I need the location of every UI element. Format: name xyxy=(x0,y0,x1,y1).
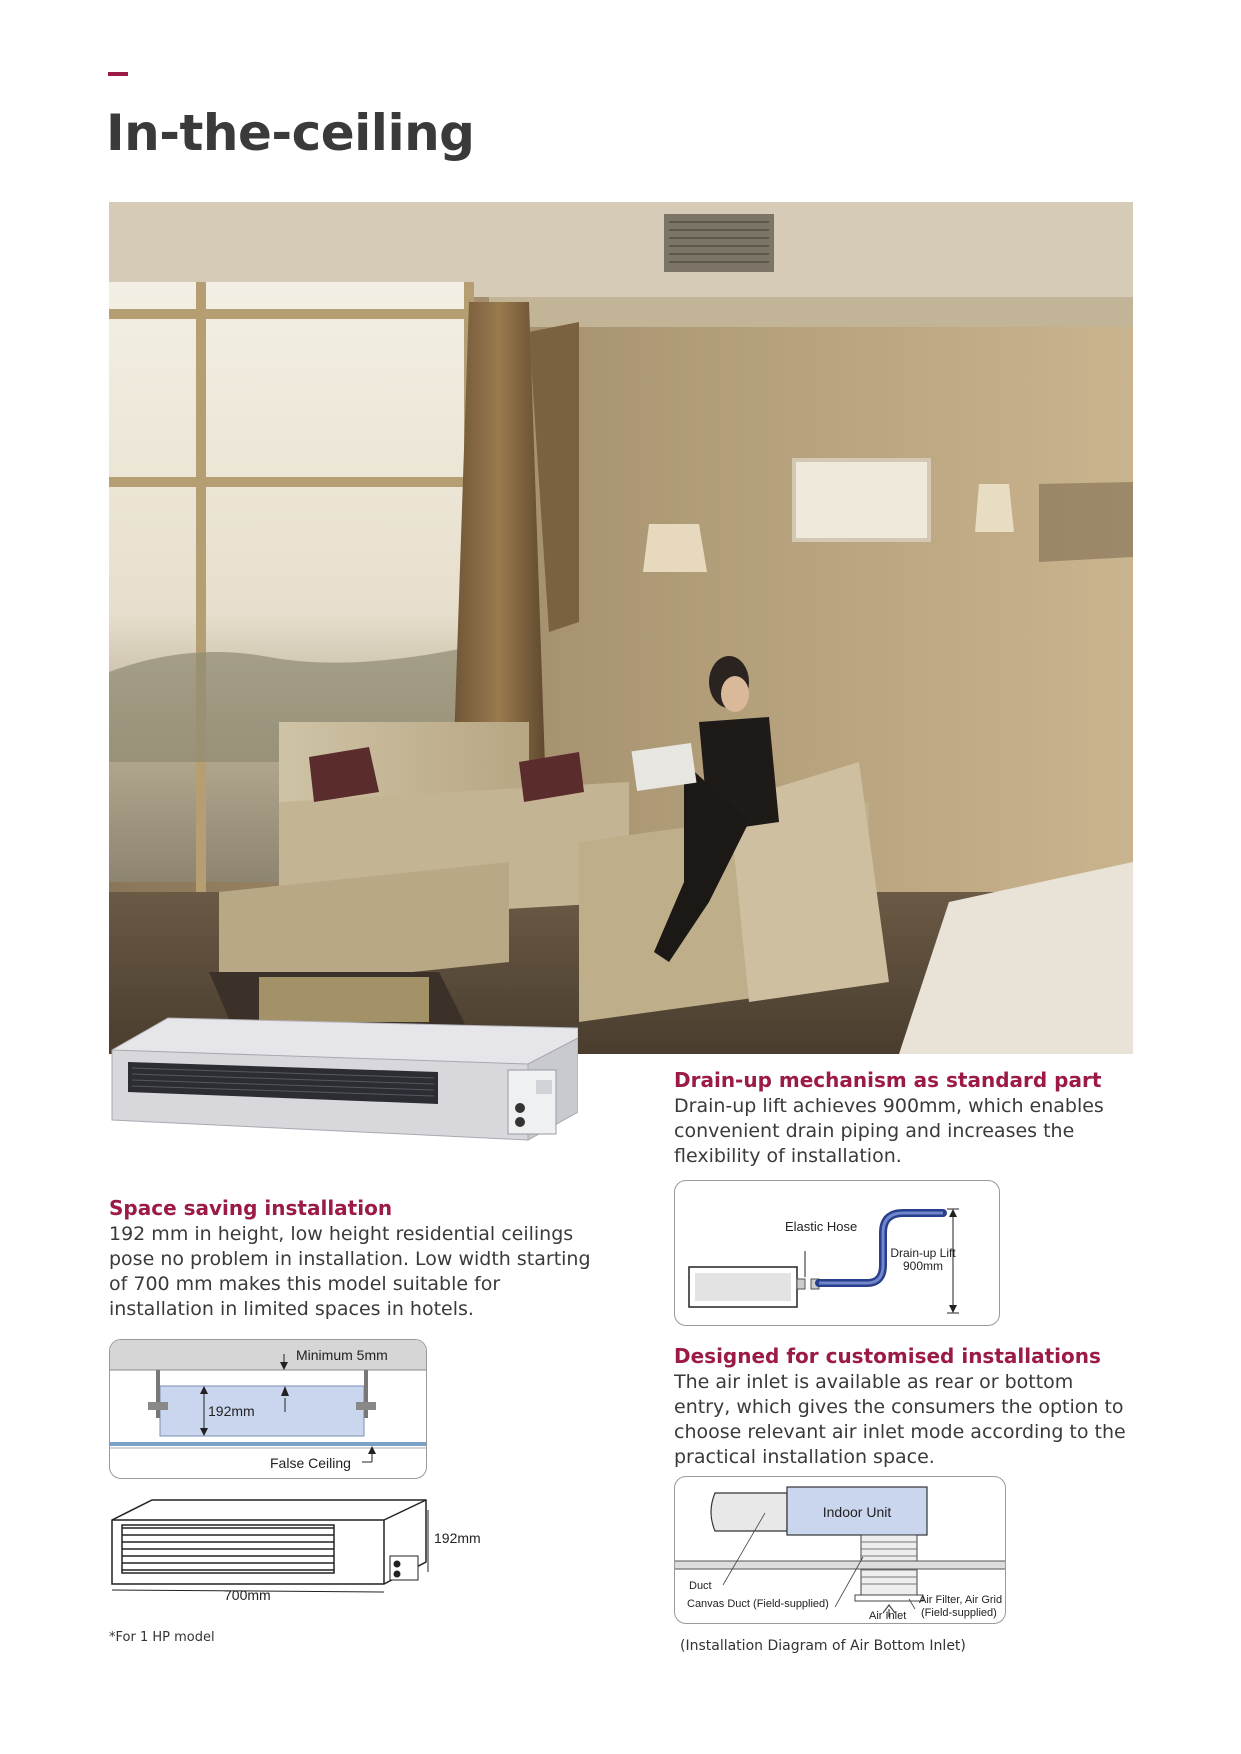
ceiling-clearance-diagram xyxy=(109,1339,427,1479)
hero-room-photo xyxy=(109,202,1133,1054)
space-saving-body: 192 mm in height, low height residential ceilings pose no problem in installation. Low width starting of 700 mm makes this model suitable for installation in limited spaces in hotels. xyxy=(109,1223,591,1320)
page-title: In-the-ceiling xyxy=(106,104,475,162)
space-saving-heading: Space saving installation xyxy=(109,1196,393,1220)
field-supplied-label: (Field-supplied) xyxy=(921,1607,997,1619)
drain-up-heading: Drain-up mechanism as standard part xyxy=(674,1068,1102,1092)
duct-unit-photo xyxy=(108,1012,578,1142)
false-ceiling-label: False Ceiling xyxy=(270,1455,351,1471)
drain-lift-value: 900mm xyxy=(902,1259,944,1273)
indoor-unit-label: Indoor Unit xyxy=(822,1504,892,1520)
air-filter-label: Air Filter, Air Grid xyxy=(919,1594,1003,1606)
elastic-hose-label: Elastic Hose xyxy=(785,1219,858,1234)
drain-up-body: Drain-up lift achieves 900mm, which enables convenient drain piping and increases the flexibility of installation. xyxy=(674,1095,1104,1167)
unit-height-dimension: 192mm xyxy=(434,1530,481,1546)
bottom-inlet-diagram xyxy=(674,1476,1006,1624)
customised-body: The air inlet is available as rear or bottom entry, which gives the consumers the option to choose relevant air inlet mode according to the practical installation space. xyxy=(674,1371,1126,1468)
unit-dimensions-diagram xyxy=(104,1492,504,1604)
footnote: *For 1 HP model xyxy=(109,1630,215,1645)
unit-height-label: 192mm xyxy=(208,1403,255,1419)
customised-heading: Designed for customised installations xyxy=(674,1344,1101,1368)
unit-width-dimension: 700mm xyxy=(224,1587,271,1603)
air-inlet-label: Air Inlet xyxy=(869,1610,907,1622)
drain-up-diagram xyxy=(674,1180,1000,1326)
drain-lift-label: Drain-up Lift xyxy=(890,1246,956,1260)
diagram-caption: (Installation Diagram of Air Bottom Inlet) xyxy=(680,1638,966,1654)
canvas-duct-label: Canvas Duct (Field-supplied) xyxy=(687,1598,829,1610)
accent-dash xyxy=(108,72,128,76)
minimum-clearance-label: Minimum 5mm xyxy=(296,1347,388,1363)
duct-label: Duct xyxy=(689,1580,712,1592)
